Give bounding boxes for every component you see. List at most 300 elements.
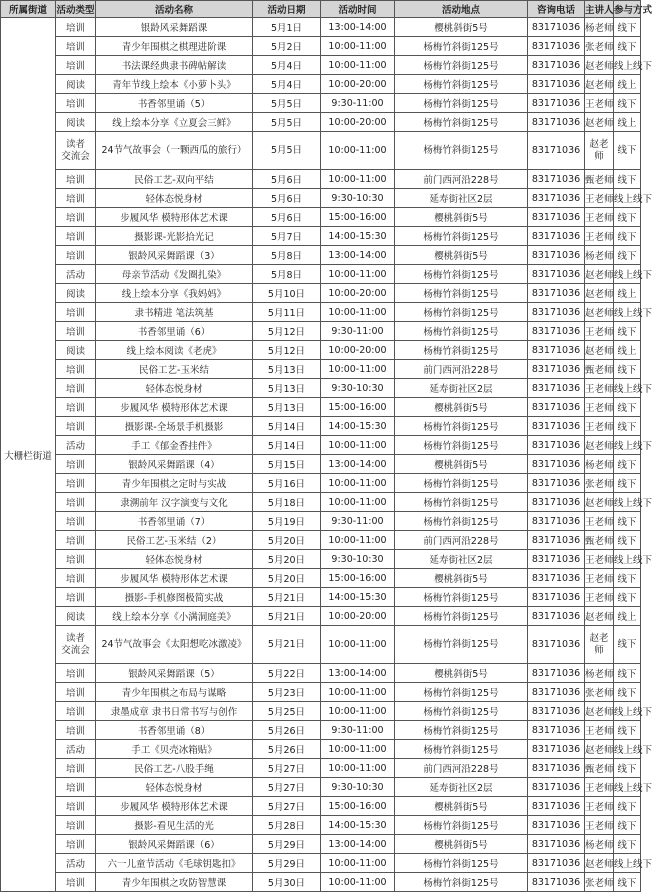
table-row bbox=[1, 512, 641, 531]
table-row bbox=[1, 531, 641, 550]
table-row bbox=[1, 721, 641, 740]
cell-mode: 线下 bbox=[614, 398, 641, 417]
cell-type: 培训 bbox=[56, 778, 96, 797]
cell-type: 培训 bbox=[56, 455, 96, 474]
cell-phone: 83171036 bbox=[528, 189, 585, 208]
cell-time: 9:30-11:00 bbox=[321, 721, 395, 740]
cell-date: 5月4日 bbox=[253, 56, 321, 75]
cell-place: 杨梅竹斜街125号 bbox=[395, 417, 528, 436]
cell-place: 前门西河沿228号 bbox=[395, 759, 528, 778]
cell-type: 培训 bbox=[56, 322, 96, 341]
cell-mode: 线上线下 bbox=[614, 436, 641, 455]
cell-type: 培训 bbox=[56, 569, 96, 588]
cell-speaker: 王老师 bbox=[585, 94, 614, 113]
cell-date: 5月16日 bbox=[253, 474, 321, 493]
cell-place: 前门西河沿228号 bbox=[395, 170, 528, 189]
cell-time: 10:00-11:00 bbox=[321, 265, 395, 284]
cell-date: 5月27日 bbox=[253, 759, 321, 778]
cell-name: 六一儿童节活动《毛球钥匙扣》 bbox=[96, 854, 253, 873]
table-row bbox=[1, 113, 641, 132]
table-row bbox=[1, 265, 641, 284]
cell-speaker: 杨老师 bbox=[585, 664, 614, 683]
cell-date: 5月18日 bbox=[253, 493, 321, 512]
cell-time: 13:00-14:00 bbox=[321, 246, 395, 265]
cell-place: 杨梅竹斜街125号 bbox=[395, 816, 528, 835]
table-row bbox=[1, 683, 641, 702]
cell-place: 杨梅竹斜街125号 bbox=[395, 512, 528, 531]
cell-speaker: 张老师 bbox=[585, 474, 614, 493]
cell-name: 书香邻里诵（6） bbox=[96, 322, 253, 341]
cell-date: 5月21日 bbox=[253, 607, 321, 626]
table-row bbox=[1, 37, 641, 56]
cell-place: 杨梅竹斜街125号 bbox=[395, 265, 528, 284]
cell-time: 10:00-11:00 bbox=[321, 854, 395, 873]
cell-speaker: 赵老师 bbox=[585, 436, 614, 455]
cell-place: 杨梅竹斜街125号 bbox=[395, 702, 528, 721]
cell-type: 培训 bbox=[56, 246, 96, 265]
cell-date: 5月20日 bbox=[253, 569, 321, 588]
cell-date: 5月14日 bbox=[253, 436, 321, 455]
cell-name: 摄影-手机修图极简实战 bbox=[96, 588, 253, 607]
cell-place: 杨梅竹斜街125号 bbox=[395, 37, 528, 56]
cell-date: 5月12日 bbox=[253, 322, 321, 341]
cell-speaker: 王老师 bbox=[585, 322, 614, 341]
cell-mode: 线上线下 bbox=[614, 550, 641, 569]
table-row bbox=[1, 379, 641, 398]
cell-mode: 线上线下 bbox=[614, 189, 641, 208]
cell-date: 5月13日 bbox=[253, 379, 321, 398]
cell-name: 线上绘本分享《立夏会三鲜》 bbox=[96, 113, 253, 132]
cell-date: 5月20日 bbox=[253, 550, 321, 569]
cell-phone: 83171036 bbox=[528, 607, 585, 626]
cell-speaker: 赵老师 bbox=[585, 854, 614, 873]
cell-date: 5月21日 bbox=[253, 588, 321, 607]
cell-time: 9:30-10:30 bbox=[321, 550, 395, 569]
cell-name: 摄影-看见生活的光 bbox=[96, 816, 253, 835]
cell-mode: 线上线下 bbox=[614, 778, 641, 797]
table-row bbox=[1, 588, 641, 607]
cell-name: 民俗工艺-双向平结 bbox=[96, 170, 253, 189]
cell-phone: 83171036 bbox=[528, 512, 585, 531]
cell-speaker: 赵老师 bbox=[585, 75, 614, 94]
cell-phone: 83171036 bbox=[528, 379, 585, 398]
table-row bbox=[1, 208, 641, 227]
cell-time: 10:00-11:00 bbox=[321, 37, 395, 56]
cell-mode: 线下 bbox=[614, 797, 641, 816]
table-row bbox=[1, 778, 641, 797]
cell-name: 摄影课-全场景手机摄影 bbox=[96, 417, 253, 436]
cell-place: 延寿街社区2层 bbox=[395, 379, 528, 398]
cell-name: 母亲节活动《发圈扎染》 bbox=[96, 265, 253, 284]
cell-date: 5月10日 bbox=[253, 284, 321, 303]
cell-mode: 线下 bbox=[614, 227, 641, 246]
cell-type: 培训 bbox=[56, 835, 96, 854]
cell-name: 银龄风采舞蹈课（5） bbox=[96, 664, 253, 683]
table-row bbox=[1, 75, 641, 94]
cell-date: 5月15日 bbox=[253, 455, 321, 474]
cell-speaker: 赵老师 bbox=[585, 265, 614, 284]
cell-place: 杨梅竹斜街125号 bbox=[395, 227, 528, 246]
cell-phone: 83171036 bbox=[528, 778, 585, 797]
cell-phone: 83171036 bbox=[528, 531, 585, 550]
cell-type: 培训 bbox=[56, 189, 96, 208]
cell-phone: 83171036 bbox=[528, 816, 585, 835]
cell-type: 活动 bbox=[56, 740, 96, 759]
cell-street: 大栅栏街道 bbox=[1, 18, 56, 892]
cell-place: 杨梅竹斜街125号 bbox=[395, 75, 528, 94]
cell-type: 培训 bbox=[56, 56, 96, 75]
cell-name: 24节气故事会《太阳想吃冰激凌》 bbox=[96, 626, 253, 664]
cell-type: 培训 bbox=[56, 37, 96, 56]
cell-time: 10:00-11:00 bbox=[321, 626, 395, 664]
table-row bbox=[1, 455, 641, 474]
cell-date: 5月5日 bbox=[253, 132, 321, 170]
cell-time: 10:00-11:00 bbox=[321, 873, 395, 892]
cell-phone: 83171036 bbox=[528, 550, 585, 569]
cell-speaker: 杨老师 bbox=[585, 246, 614, 265]
cell-phone: 83171036 bbox=[528, 227, 585, 246]
cell-type: 培训 bbox=[56, 797, 96, 816]
cell-time: 10:00-11:00 bbox=[321, 759, 395, 778]
cell-time: 10:00-11:00 bbox=[321, 303, 395, 322]
table-row bbox=[1, 569, 641, 588]
cell-time: 9:30-10:30 bbox=[321, 778, 395, 797]
cell-type: 培训 bbox=[56, 873, 96, 892]
cell-name: 银龄风采舞蹈课（4） bbox=[96, 455, 253, 474]
cell-time: 15:00-16:00 bbox=[321, 569, 395, 588]
cell-phone: 83171036 bbox=[528, 18, 585, 37]
cell-phone: 83171036 bbox=[528, 854, 585, 873]
cell-speaker: 王老师 bbox=[585, 189, 614, 208]
cell-phone: 83171036 bbox=[528, 170, 585, 189]
cell-name: 青少年围棋之攻防智慧课 bbox=[96, 873, 253, 892]
cell-type: 培训 bbox=[56, 550, 96, 569]
cell-mode: 线上线下 bbox=[614, 56, 641, 75]
cell-place: 延寿街社区2层 bbox=[395, 189, 528, 208]
cell-type: 阅读 bbox=[56, 75, 96, 94]
cell-type: 活动 bbox=[56, 265, 96, 284]
cell-type: 阅读 bbox=[56, 113, 96, 132]
cell-type: 培训 bbox=[56, 170, 96, 189]
cell-time: 10:00-11:00 bbox=[321, 436, 395, 455]
cell-name: 24节气故事会（一颗西瓜的旅行） bbox=[96, 132, 253, 170]
cell-time: 9:30-11:00 bbox=[321, 94, 395, 113]
cell-name: 隶墨成章 隶书日常书写与创作 bbox=[96, 702, 253, 721]
cell-phone: 83171036 bbox=[528, 360, 585, 379]
cell-date: 5月30日 bbox=[253, 873, 321, 892]
cell-speaker: 王老师 bbox=[585, 550, 614, 569]
cell-date: 5月29日 bbox=[253, 835, 321, 854]
cell-date: 5月2日 bbox=[253, 37, 321, 56]
table-row bbox=[1, 873, 641, 892]
cell-time: 10:00-20:00 bbox=[321, 284, 395, 303]
cell-name: 青少年围棋之棋理进阶课 bbox=[96, 37, 253, 56]
cell-mode: 线下 bbox=[614, 455, 641, 474]
cell-time: 10:00-11:00 bbox=[321, 740, 395, 759]
cell-date: 5月6日 bbox=[253, 189, 321, 208]
cell-name: 青年节线上绘本《小萝卜头》 bbox=[96, 75, 253, 94]
cell-phone: 83171036 bbox=[528, 664, 585, 683]
cell-type: 阅读 bbox=[56, 284, 96, 303]
cell-name: 线上绘本分享《小满洞庭美》 bbox=[96, 607, 253, 626]
table-row bbox=[1, 626, 641, 664]
cell-time: 9:30-11:00 bbox=[321, 322, 395, 341]
cell-time: 14:00-15:30 bbox=[321, 816, 395, 835]
cell-place: 杨梅竹斜街125号 bbox=[395, 284, 528, 303]
cell-time: 15:00-16:00 bbox=[321, 208, 395, 227]
cell-name: 步履风华 模特形体艺术课 bbox=[96, 797, 253, 816]
cell-date: 5月6日 bbox=[253, 170, 321, 189]
cell-type: 培训 bbox=[56, 227, 96, 246]
cell-place: 杨梅竹斜街125号 bbox=[395, 303, 528, 322]
cell-time: 9:30-11:00 bbox=[321, 512, 395, 531]
cell-type: 培训 bbox=[56, 664, 96, 683]
cell-mode: 线下 bbox=[614, 721, 641, 740]
cell-mode: 线下 bbox=[614, 835, 641, 854]
cell-name: 书香邻里诵（7） bbox=[96, 512, 253, 531]
cell-mode: 线上 bbox=[614, 75, 641, 94]
cell-time: 10:00-11:00 bbox=[321, 56, 395, 75]
table-row bbox=[1, 607, 641, 626]
cell-mode: 线上 bbox=[614, 113, 641, 132]
table-row bbox=[1, 854, 641, 873]
cell-mode: 线上线下 bbox=[614, 265, 641, 284]
cell-time: 10:00-11:00 bbox=[321, 493, 395, 512]
cell-mode: 线下 bbox=[614, 474, 641, 493]
cell-phone: 83171036 bbox=[528, 588, 585, 607]
cell-time: 13:00-14:00 bbox=[321, 18, 395, 37]
cell-phone: 83171036 bbox=[528, 493, 585, 512]
cell-speaker: 王老师 bbox=[585, 816, 614, 835]
cell-speaker: 甄老师 bbox=[585, 759, 614, 778]
cell-phone: 83171036 bbox=[528, 455, 585, 474]
cell-mode: 线下 bbox=[614, 569, 641, 588]
cell-date: 5月5日 bbox=[253, 94, 321, 113]
cell-phone: 83171036 bbox=[528, 797, 585, 816]
cell-phone: 83171036 bbox=[528, 626, 585, 664]
cell-name: 轻体态悦身材 bbox=[96, 550, 253, 569]
header-place: 活动地点 bbox=[395, 1, 528, 18]
cell-place: 樱桃斜街5号 bbox=[395, 455, 528, 474]
cell-speaker: 王老师 bbox=[585, 417, 614, 436]
cell-place: 樱桃斜街5号 bbox=[395, 246, 528, 265]
cell-speaker: 王老师 bbox=[585, 797, 614, 816]
cell-speaker: 赵老师 bbox=[585, 303, 614, 322]
cell-place: 樱桃斜街5号 bbox=[395, 797, 528, 816]
cell-type: 培训 bbox=[56, 360, 96, 379]
cell-speaker: 王老师 bbox=[585, 379, 614, 398]
cell-time: 10:00-11:00 bbox=[321, 702, 395, 721]
cell-mode: 线上线下 bbox=[614, 303, 641, 322]
cell-mode: 线下 bbox=[614, 588, 641, 607]
cell-type: 培训 bbox=[56, 18, 96, 37]
cell-date: 5月13日 bbox=[253, 398, 321, 417]
cell-speaker: 王老师 bbox=[585, 208, 614, 227]
cell-mode: 线下 bbox=[614, 170, 641, 189]
cell-phone: 83171036 bbox=[528, 56, 585, 75]
cell-time: 10:00-11:00 bbox=[321, 474, 395, 493]
cell-speaker: 杨老师 bbox=[585, 18, 614, 37]
cell-time: 9:30-10:30 bbox=[321, 189, 395, 208]
cell-name: 青少年围棋之布局与谋略 bbox=[96, 683, 253, 702]
cell-speaker: 王老师 bbox=[585, 778, 614, 797]
cell-phone: 83171036 bbox=[528, 75, 585, 94]
cell-type: 培训 bbox=[56, 512, 96, 531]
cell-mode: 线下 bbox=[614, 873, 641, 892]
cell-speaker: 杨老师 bbox=[585, 455, 614, 474]
cell-phone: 83171036 bbox=[528, 873, 585, 892]
cell-date: 5月27日 bbox=[253, 778, 321, 797]
cell-mode: 线下 bbox=[614, 626, 641, 664]
cell-date: 5月12日 bbox=[253, 341, 321, 360]
cell-place: 杨梅竹斜街125号 bbox=[395, 113, 528, 132]
cell-place: 杨梅竹斜街125号 bbox=[395, 94, 528, 113]
cell-mode: 线下 bbox=[614, 18, 641, 37]
cell-name: 手工《郁金香挂件》 bbox=[96, 436, 253, 455]
header-mode: 参与方式 bbox=[614, 1, 641, 18]
cell-name: 民俗工艺-玉米结 bbox=[96, 360, 253, 379]
cell-place: 杨梅竹斜街125号 bbox=[395, 740, 528, 759]
cell-speaker: 赵老师 bbox=[585, 607, 614, 626]
cell-mode: 线下 bbox=[614, 683, 641, 702]
cell-type: 培训 bbox=[56, 303, 96, 322]
cell-date: 5月4日 bbox=[253, 75, 321, 94]
cell-mode: 线上线下 bbox=[614, 702, 641, 721]
cell-type: 培训 bbox=[56, 94, 96, 113]
cell-mode: 线下 bbox=[614, 246, 641, 265]
cell-speaker: 杨老师 bbox=[585, 835, 614, 854]
cell-speaker: 张老师 bbox=[585, 683, 614, 702]
cell-mode: 线上 bbox=[614, 341, 641, 360]
cell-mode: 线上线下 bbox=[614, 379, 641, 398]
table-row bbox=[1, 322, 641, 341]
cell-date: 5月27日 bbox=[253, 797, 321, 816]
cell-mode: 线上 bbox=[614, 607, 641, 626]
cell-type: 活动 bbox=[56, 854, 96, 873]
cell-speaker: 赵老师 bbox=[585, 493, 614, 512]
cell-phone: 83171036 bbox=[528, 417, 585, 436]
cell-type: 活动 bbox=[56, 436, 96, 455]
cell-name: 银龄风采舞蹈课 bbox=[96, 18, 253, 37]
table-row bbox=[1, 550, 641, 569]
cell-phone: 83171036 bbox=[528, 322, 585, 341]
cell-speaker: 赵老师 bbox=[585, 702, 614, 721]
table-row bbox=[1, 474, 641, 493]
cell-place: 杨梅竹斜街125号 bbox=[395, 436, 528, 455]
cell-mode: 线下 bbox=[614, 759, 641, 778]
cell-name: 步履风华 模特形体艺术课 bbox=[96, 569, 253, 588]
cell-name: 隶溯前年 汉字演变与文化 bbox=[96, 493, 253, 512]
cell-type: 培训 bbox=[56, 531, 96, 550]
cell-speaker: 赵老师 bbox=[585, 740, 614, 759]
cell-type: 读者 交流会 bbox=[56, 626, 96, 664]
table-row bbox=[1, 740, 641, 759]
cell-type: 培训 bbox=[56, 379, 96, 398]
cell-place: 樱桃斜街5号 bbox=[395, 398, 528, 417]
cell-date: 5月21日 bbox=[253, 626, 321, 664]
cell-date: 5月26日 bbox=[253, 740, 321, 759]
table-row bbox=[1, 246, 641, 265]
cell-name: 线上绘本分享《我妈妈》 bbox=[96, 284, 253, 303]
cell-mode: 线下 bbox=[614, 360, 641, 379]
cell-time: 10:00-11:00 bbox=[321, 531, 395, 550]
cell-speaker: 赵老师 bbox=[585, 341, 614, 360]
cell-place: 杨梅竹斜街125号 bbox=[395, 588, 528, 607]
cell-time: 10:00-20:00 bbox=[321, 113, 395, 132]
cell-speaker: 张老师 bbox=[585, 37, 614, 56]
cell-speaker: 王老师 bbox=[585, 569, 614, 588]
cell-time: 14:00-15:30 bbox=[321, 588, 395, 607]
cell-mode: 线上线下 bbox=[614, 493, 641, 512]
cell-place: 杨梅竹斜街125号 bbox=[395, 341, 528, 360]
cell-type: 培训 bbox=[56, 683, 96, 702]
table-row bbox=[1, 360, 641, 379]
table-row bbox=[1, 417, 641, 436]
cell-type: 阅读 bbox=[56, 341, 96, 360]
cell-place: 杨梅竹斜街125号 bbox=[395, 132, 528, 170]
cell-phone: 83171036 bbox=[528, 436, 585, 455]
table-row bbox=[1, 493, 641, 512]
header-row bbox=[1, 1, 641, 18]
cell-date: 5月20日 bbox=[253, 531, 321, 550]
cell-place: 樱桃斜街5号 bbox=[395, 664, 528, 683]
cell-place: 杨梅竹斜街125号 bbox=[395, 56, 528, 75]
cell-mode: 线下 bbox=[614, 816, 641, 835]
cell-place: 樱桃斜街5号 bbox=[395, 835, 528, 854]
cell-date: 5月29日 bbox=[253, 854, 321, 873]
cell-phone: 83171036 bbox=[528, 398, 585, 417]
cell-type: 培训 bbox=[56, 721, 96, 740]
cell-date: 5月22日 bbox=[253, 664, 321, 683]
cell-date: 5月23日 bbox=[253, 683, 321, 702]
cell-place: 杨梅竹斜街125号 bbox=[395, 607, 528, 626]
header-date: 活动日期 bbox=[253, 1, 321, 18]
cell-time: 9:30-10:30 bbox=[321, 379, 395, 398]
cell-place: 延寿街社区2层 bbox=[395, 778, 528, 797]
cell-name: 轻体态悦身材 bbox=[96, 379, 253, 398]
cell-type: 培训 bbox=[56, 759, 96, 778]
cell-mode: 线上线下 bbox=[614, 740, 641, 759]
header-type: 活动类型 bbox=[56, 1, 96, 18]
cell-type: 培训 bbox=[56, 816, 96, 835]
cell-phone: 83171036 bbox=[528, 474, 585, 493]
cell-phone: 83171036 bbox=[528, 341, 585, 360]
cell-date: 5月8日 bbox=[253, 246, 321, 265]
cell-phone: 83171036 bbox=[528, 132, 585, 170]
table-row bbox=[1, 94, 641, 113]
cell-place: 延寿街社区2层 bbox=[395, 550, 528, 569]
cell-type: 阅读 bbox=[56, 607, 96, 626]
cell-phone: 83171036 bbox=[528, 721, 585, 740]
cell-date: 5月5日 bbox=[253, 113, 321, 132]
cell-place: 樱桃斜街5号 bbox=[395, 208, 528, 227]
cell-time: 15:00-16:00 bbox=[321, 797, 395, 816]
cell-name: 步履风华 模特形体艺术课 bbox=[96, 208, 253, 227]
cell-mode: 线下 bbox=[614, 664, 641, 683]
table-row bbox=[1, 816, 641, 835]
cell-speaker: 赵老师 bbox=[585, 113, 614, 132]
cell-speaker: 赵老师 bbox=[585, 132, 614, 170]
cell-date: 5月26日 bbox=[253, 721, 321, 740]
cell-time: 10:00-20:00 bbox=[321, 607, 395, 626]
cell-phone: 83171036 bbox=[528, 303, 585, 322]
table-row bbox=[1, 189, 641, 208]
cell-place: 杨梅竹斜街125号 bbox=[395, 474, 528, 493]
cell-mode: 线下 bbox=[614, 417, 641, 436]
cell-name: 隶书精进 笔法筑基 bbox=[96, 303, 253, 322]
cell-time: 14:00-15:30 bbox=[321, 227, 395, 246]
cell-mode: 线下 bbox=[614, 531, 641, 550]
